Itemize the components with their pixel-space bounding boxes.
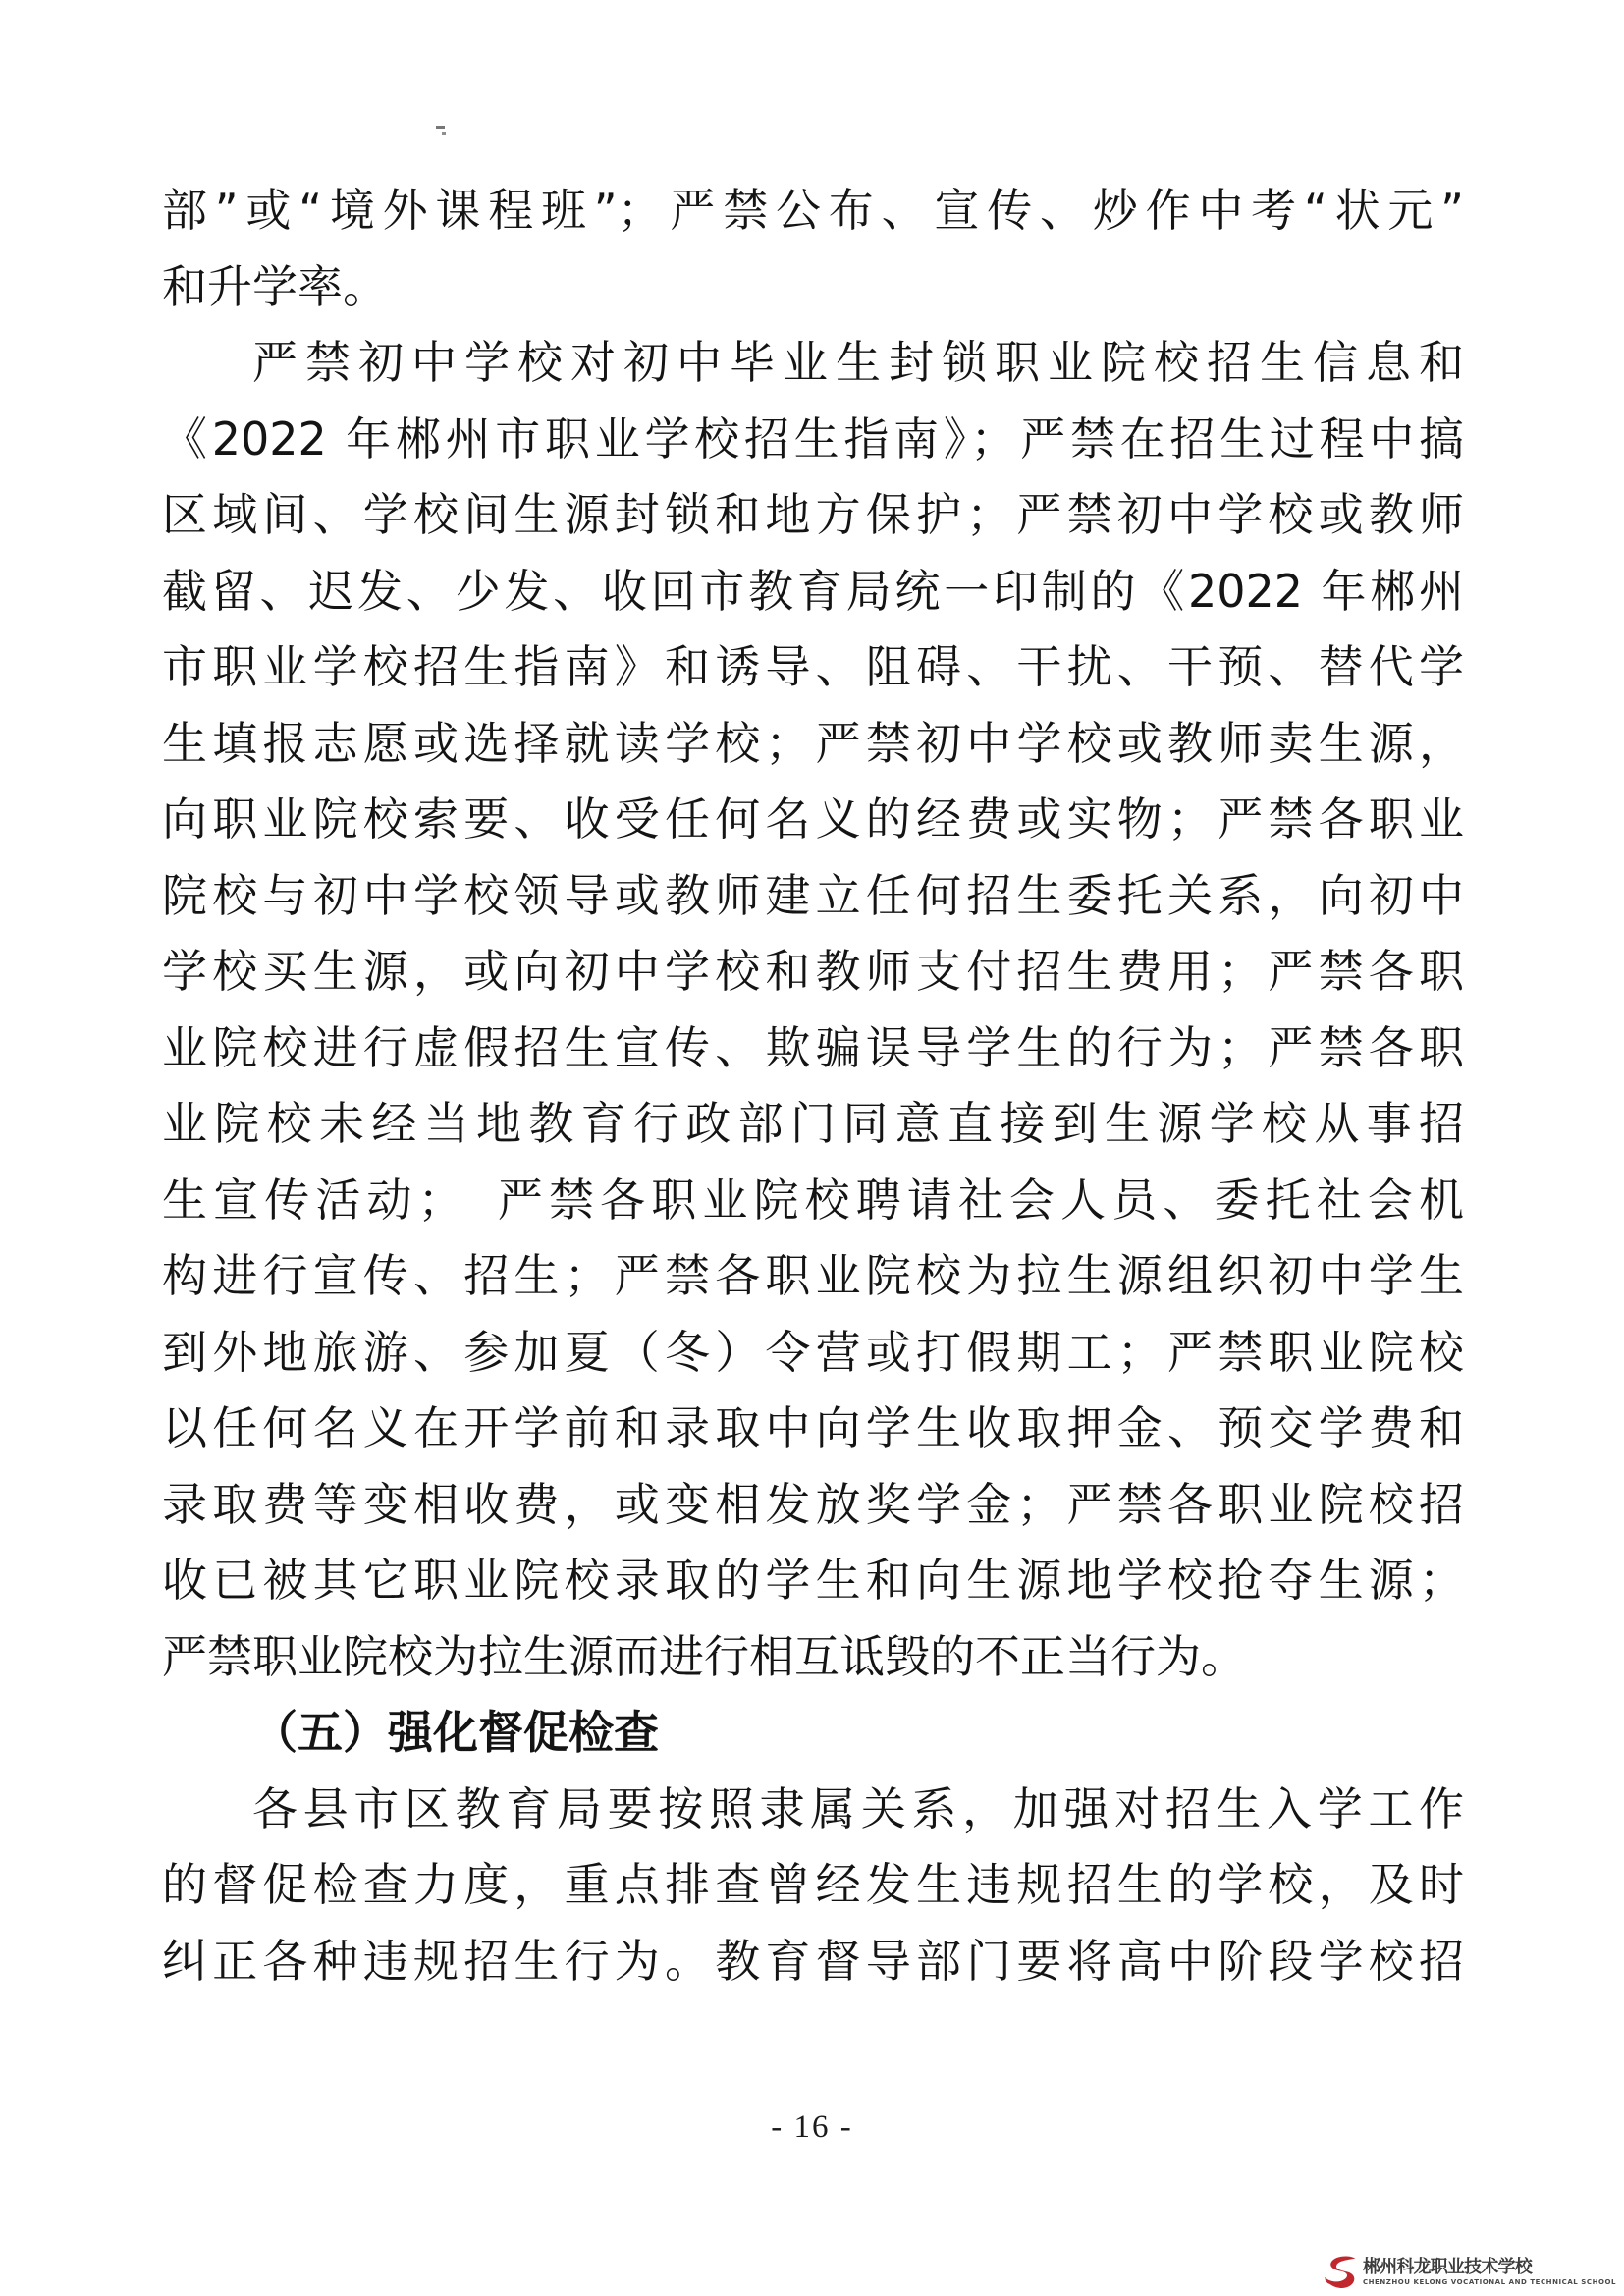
text-line: 向职业院校索要、收受任何名义的经费或实物；严禁各职业 [162,793,1464,846]
scan-smudge-mark [436,126,452,139]
text-line: 以任何名义在开学前和录取中向学生收取押金、预交学费和 [162,1401,1464,1454]
school-logo-text [1363,2258,1616,2287]
text-line: 纠正各种违规招生行为。教育督导部门要将高中阶段学校招 [162,1934,1464,1988]
text-line: 到外地旅游、参加夏（冬）令营或打假期工；严禁职业院校 [162,1325,1464,1379]
text-line: 学校买生源，或向初中学校和教师支付招生费用；严禁各职 [162,945,1464,998]
paragraph [162,173,1464,325]
heading-line: （五）强化督促检查 [252,1706,659,1759]
school-name-en: CHENZHOU KELONG VOCATIONAL AND TECHNICAL SCHOOL [1362,2277,1616,2286]
page-number: - 16 - [771,2109,853,2145]
text-line: 区域间、学校间生源封锁和地方保护；严禁初中学校或教师 [162,488,1464,541]
text-line: 收已被其它职业院校录取的学生和向生源地学校抢夺生源； [162,1554,1464,1607]
paragraph [162,1772,1464,2000]
text-line: 业院校进行虚假招生宣传、欺骗误导学生的行为；严禁各职 [162,1020,1464,1074]
text-line: 截留、迟发、少发、收回市教育局统一印制的《2022 年郴州 [162,564,1464,618]
text-line: 和升学率。 [162,259,388,313]
text-line: 部”或“境外课程班”；严禁公布、宣传、炒作中考“状元” [162,184,1464,237]
text-line: 院校与初中学校领导或教师建立任何招生委托关系，向初中 [162,868,1464,922]
text-line: 《2022 年郴州市职业学校招生指南》；严禁在招生过程中搞 [162,411,1464,465]
text-line: 生宣传活动； 严禁各职业院校聘请社会人员、委托社会机 [162,1173,1464,1227]
kelong-swoosh-icon [1322,2254,1358,2290]
text-line: 的督促检查力度，重点排查曾经发生违规招生的学校，及时 [162,1858,1464,1911]
text-line: 录取费等变相收费，或变相发放奖学金；严禁各职业院校招 [162,1477,1464,1531]
text-line: 严禁职业院校为拉生源而进行相互诋毁的不正当行为。 [162,1629,1246,1683]
school-logo [1322,2254,1616,2290]
text-line: 构进行宣传、招生；严禁各职业院校为拉生源组织初中学生 [162,1249,1464,1302]
text-line: 业院校未经当地教育行政部门同意直接到生源学校从事招 [162,1097,1464,1150]
paragraph [162,325,1464,1695]
text-line: 市职业学校招生指南》和诱导、阻碍、干扰、干预、替代学 [162,640,1464,693]
section-heading [162,1695,1464,1772]
document-body [162,173,1464,1999]
text-line: 各县市区教育局要按照隶属关系，加强对招生入学工作 [252,1781,1464,1835]
text-line: 严禁初中学校对初中毕业生封锁职业院校招生信息和 [252,336,1464,389]
school-name-cn: 郴州科龙职业技术学校 [1362,2256,1532,2277]
text-line: 生填报志愿或选择就读学校；严禁初中学校或教师卖生源， [162,716,1464,770]
